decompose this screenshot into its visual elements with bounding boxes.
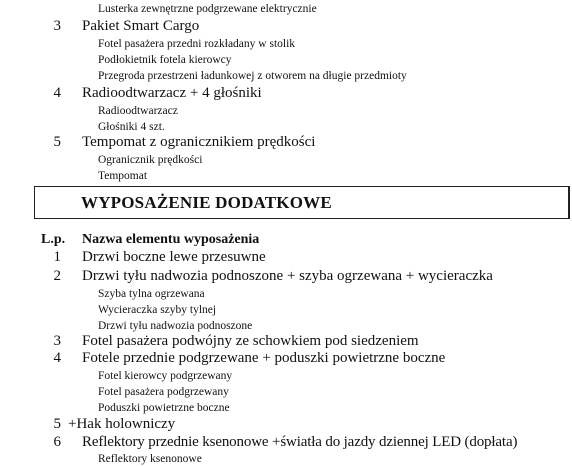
item-number: 4 — [53, 85, 61, 101]
section-title-box — [34, 186, 570, 219]
item-title: +Hak holowniczy — [68, 416, 176, 432]
item-title: Drzwi tyłu nadwozia podnoszone + szyba ogrzewana + wycieraczka — [82, 268, 493, 284]
item-number: 5 — [53, 416, 61, 432]
item-sub-line: Tempomat — [98, 170, 148, 182]
item-sub-line: Fotel pasażera podgrzewany — [98, 386, 229, 398]
item-title: Drzwi boczne lewe przesuwne — [82, 249, 266, 265]
item-number: 3 — [53, 18, 61, 34]
column-header-name: Nazwa elementu wyposażenia — [82, 232, 260, 247]
column-header-lp: L.p. — [41, 232, 66, 247]
item-sub-line: Podłokietnik fotela kierowcy — [98, 54, 232, 66]
item-title: Pakiet Smart Cargo — [82, 18, 200, 34]
item-sub-line: Lusterka zewnętrzne podgrzewane elektrycznie — [98, 3, 317, 15]
item-number: 6 — [53, 434, 61, 450]
item-sub-line: Fotel kierowcy podgrzewany — [98, 370, 233, 382]
item-number: 5 — [53, 134, 61, 150]
item-sub-line: Drzwi tyłu nadwozia podnoszone — [98, 320, 253, 332]
item-number: 2 — [53, 268, 61, 284]
item-sub-line: Radioodtwarzacz — [98, 105, 178, 117]
item-title: Fotele przednie podgrzewane + poduszki powietrzne boczne — [82, 350, 446, 366]
item-sub-line: Fotel pasażera przedni rozkładany w stolik — [98, 38, 296, 50]
item-sub-line: Przegroda przestrzeni ładunkowej z otworem na długie przedmioty — [98, 70, 407, 82]
item-title: Tempomat z ogranicznikiem prędkości — [82, 134, 316, 150]
item-sub-line: Poduszki powietrzne boczne — [98, 402, 230, 414]
item-number: 3 — [53, 333, 61, 349]
item-sub-line: Wycieraczka szyby tylnej — [98, 304, 217, 316]
item-sub-line: Reflektory ksenonowe — [98, 453, 202, 465]
item-sub-line: Głośniki 4 szt. — [98, 121, 165, 133]
item-title: Fotel pasażera podwójny ze schowkiem pod siedzeniem — [82, 333, 419, 349]
item-sub-line: Szyba tylna ogrzewana — [98, 288, 205, 300]
item-sub-line: Ogranicznik prędkości — [98, 154, 203, 166]
item-number: 4 — [53, 350, 61, 366]
item-title: Radioodtwarzacz + 4 głośniki — [82, 85, 262, 101]
item-number: 1 — [53, 249, 61, 265]
item-title: Reflektory przednie ksenonowe +światła do jazdy dziennej LED (dopłata) — [82, 434, 518, 450]
section-title: WYPOSAŻENIE DODATKOWE — [81, 193, 332, 212]
